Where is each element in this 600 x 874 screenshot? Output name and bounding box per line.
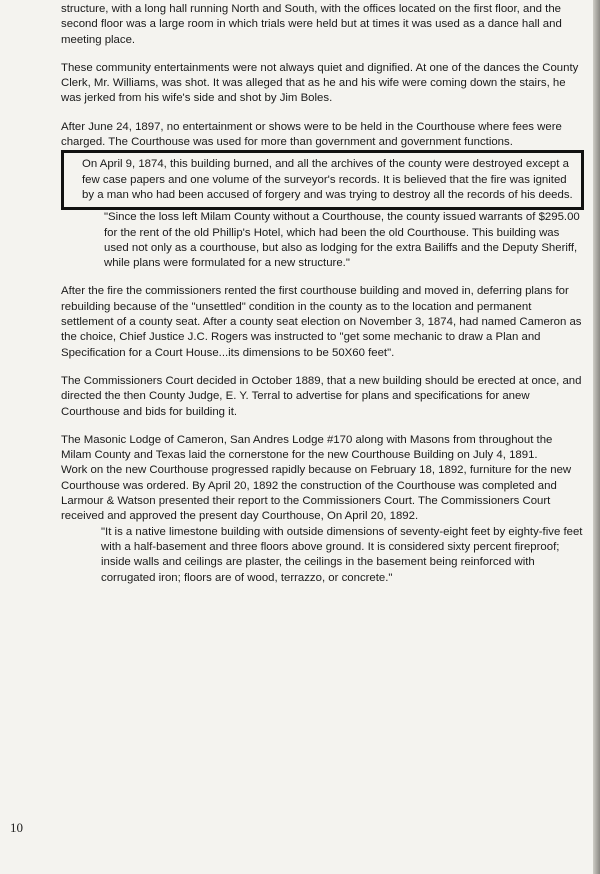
paragraph-masonic-lodge: The Masonic Lodge of Cameron, San Andres Lodge #170 along with Masons from throughout the Milam County and Texas laid the cornerstone for the new Courthouse Building on July 4, 1891. xyxy=(61,433,553,462)
paragraph-after-fire: After the fire the commissioners rented the first courthouse building and moved in, deferring plans for rebuilding because of the "unsettled" condition in the county as to the location and permanent settlement of a county seat. After a county seat election on November 3, 1874, had named Cameron as the choice, Chief Justice J.C. Rogers was instructed to "get some mechanic to draw a Plan and Specification for a Court House...its dimensions to be 50X60 feet". xyxy=(61,285,582,359)
paragraph-dance-shooting: These community entertainments were not always quiet and dignified. At one of the dances the County Clerk, Mr. Williams, was shot. It was alleged that as he and his wife were coming down the stairs, he was jerked from his wife's side and shot by Jim Boles. xyxy=(61,61,579,105)
page-body xyxy=(61,2,584,586)
paragraph-hall-description: structure, with a long hall running North and South, with the offices located on the first floor, and the second floor was a large room in which trials were held but at times it was used as a dance hall and meeting place. xyxy=(61,3,562,46)
paragraph-entertainment-ban: After June 24, 1897, no entertainment or shows were to be held in the Courthouse where fees were charged. The Courthouse was used for more than government and government functions. xyxy=(61,120,562,149)
paragraph-construction: Work on the new Courthouse progressed rapidly because on February 18, 1892, furniture for the new Courthouse was ordered. By April 20, 1892 the construction of the Courthouse was completed and Larmour & Watson presented their report to the Commissioners Court. The Commissioners Court received and approved the present day Courthouse, On April 20, 1892. xyxy=(61,464,572,523)
quote-building-description: "It is a native limestone building with outside dimensions of seventy-eight feet by eighty-five feet with a half-basement and three floors above ground. It is considered sixty percent fireproof; inside walls and ceilings are plaster, the ceilings in the basement being reinforced with corrugated iron; floors are of wood, terrazzo, or concrete." xyxy=(101,525,583,584)
paragraph-commissioners-court: The Commissioners Court decided in October 1889, that a new building should be erected at once, and directed the then County Judge, E. Y. Terral to advertise for plans and specifications for anew Courthouse and bids for building it. xyxy=(61,374,582,418)
page-edge-shadow xyxy=(593,0,600,874)
boxed-paragraph-fire: On April 9, 1874, this building burned, and all the archives of the county were destroyed except a few case papers and one volume of the surveyor's records. It is believed that the fire was ignited by a man who had been accused of forgery and was trying to destroy all the records of his deeds. xyxy=(61,150,584,210)
page-number: 10 xyxy=(10,820,23,835)
quote-hotel-rent: "Since the loss left Milam County without a Courthouse, the county issued warrants of $295.00 for the rent of the old Phillip's Hotel, which had been the old Courthouse. This building was used not only as a courthouse, but also as lodging for the extra Bailiffs and the Deputy Sheriff, while plans were formulated for a new structure." xyxy=(104,211,580,270)
